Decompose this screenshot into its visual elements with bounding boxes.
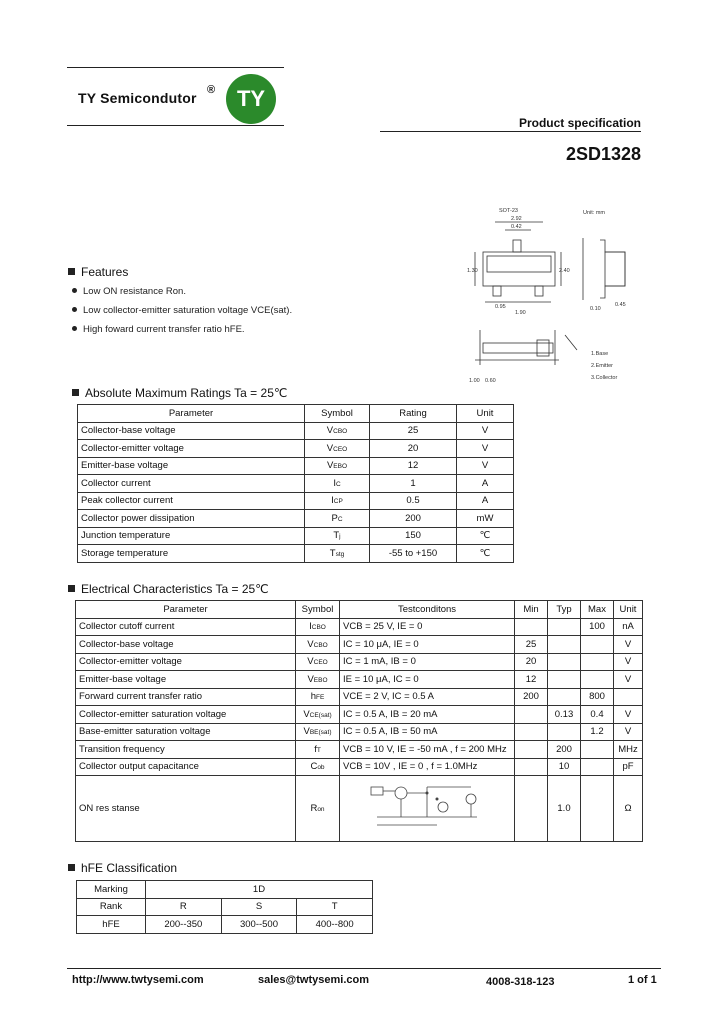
svg-text:0.10: 0.10 [590, 306, 601, 312]
test-circuit-diagram [367, 779, 487, 835]
bullet-icon [72, 288, 77, 293]
package-name: SOT-23 [499, 208, 518, 214]
bullet-icon [72, 307, 77, 312]
features-heading: Features [68, 265, 128, 279]
square-bullet-icon [68, 585, 75, 592]
footer-email-link[interactable]: sales@twtysemi.com [258, 974, 369, 986]
bullet-icon [72, 326, 77, 331]
column-header: Parameter [78, 405, 305, 423]
header-mid-rule [67, 125, 284, 126]
table-row: Storage temperature Tstg -55 to +150 ℃ [78, 545, 514, 563]
table-row: Junction temperature Tj 150 ℃ [78, 527, 514, 545]
feature-item: High foward current transfer ratio hFE. [72, 324, 245, 335]
table-header-row [76, 601, 643, 619]
svg-text:0.42: 0.42 [511, 224, 522, 230]
abs-max-table [77, 404, 514, 563]
pin-2-label: 2.Emitter [591, 363, 614, 369]
svg-text:0.95: 0.95 [495, 304, 506, 310]
package-unit: Unit: mm [583, 210, 605, 216]
footer-page-number: 1 of 1 [628, 974, 657, 986]
table-row: Forward current transfer ratio hFE VCE = 2 V, IC = 0.5 A 200 800 [76, 688, 643, 706]
column-header: Symbol [305, 405, 370, 423]
feature-item: Low ON resistance Ron. [72, 286, 186, 297]
elec-char-heading: Electrical Characteristics Ta = 25℃ [68, 582, 269, 596]
table-row: Collector-emitter voltage VCEO 20 V [78, 440, 514, 458]
table-row: Collector-base voltage VCBO 25 V [78, 422, 514, 440]
hfe-heading: hFE Classification [68, 861, 177, 875]
table-row: Collector-base voltage VCBO IC = 10 μA, IE = 0 25 V [76, 636, 643, 654]
column-header: Testconditons [340, 601, 515, 619]
column-header: Rating [370, 405, 457, 423]
registered-mark: ® [207, 84, 216, 96]
svg-text:1.00: 1.00 [469, 378, 480, 384]
svg-text:2.92: 2.92 [511, 216, 522, 222]
table-header-row [78, 405, 514, 423]
table-row: Emitter-base voltage VEBO IE = 10 μA, IC = 0 12 V [76, 671, 643, 689]
table-row: Collector-emitter voltage VCEO IC = 1 mA, IB = 0 20 V [76, 653, 643, 671]
header-top-rule [67, 67, 284, 68]
column-header: Typ [548, 601, 581, 619]
svg-text:2.40: 2.40 [559, 268, 570, 274]
footer-website-link[interactable]: http://www.twtysemi.com [72, 974, 204, 986]
brand-name: TY Semicondutor [78, 90, 197, 106]
feature-item: Low collector-emitter saturation voltage VCE(sat). [72, 305, 292, 316]
package-outline-drawing [465, 200, 645, 390]
square-bullet-icon [68, 268, 75, 275]
ty-logo: TY [226, 74, 276, 124]
pin-3-label: 3.Collector [591, 375, 618, 381]
svg-text:0.45: 0.45 [615, 302, 626, 308]
table-row: Base-emitter saturation voltage VBE(sat) IC = 0.5 A, IB = 50 mA 1.2 V [76, 723, 643, 741]
column-header: Unit [614, 601, 643, 619]
column-header: Parameter [76, 601, 296, 619]
column-header: Max [581, 601, 614, 619]
table-row: hFE 200--350 300--500 400--800 [77, 916, 373, 934]
table-row: Transition frequency fT VCB = 10 V, IE = -50 mA , f = 200 MHz 200 MHz [76, 741, 643, 759]
sot23-drawing [465, 200, 645, 390]
column-header: Min [515, 601, 548, 619]
footer-phone: 4008-318-123 [486, 976, 555, 988]
svg-text:1.90: 1.90 [515, 310, 526, 316]
svg-text:1.30: 1.30 [467, 268, 478, 274]
header-right-rule [380, 131, 641, 132]
table-row: Collector output capacitance Cob VCB = 10V , IE = 0 , f = 1.0MHz 10 pF [76, 758, 643, 776]
table-row: Collector current IC 1 A [78, 475, 514, 493]
svg-text:0.60: 0.60 [485, 378, 496, 384]
abs-max-heading: Absolute Maximum Ratings Ta = 25℃ [72, 386, 287, 400]
table-row: Marking 1D [77, 881, 373, 899]
table-row: Collector power dissipation PC 200 mW [78, 510, 514, 528]
table-row: Peak collector current ICP 0.5 A [78, 492, 514, 510]
test-circuit-cell [340, 776, 515, 842]
hfe-table [76, 880, 373, 934]
part-number: 2SD1328 [565, 144, 641, 164]
table-row: Rank R S T [77, 898, 373, 916]
square-bullet-icon [68, 864, 75, 871]
footer-rule [67, 968, 661, 969]
table-row: Emitter-base voltage VEBO 12 V [78, 457, 514, 475]
product-specification: Product specification [518, 116, 641, 130]
table-row-on-resistance: ON res stanse Ron 1.0 Ω [76, 776, 643, 842]
elec-char-table [75, 600, 643, 842]
column-header: Unit [457, 405, 514, 423]
column-header: Symbol [296, 601, 340, 619]
pin-1-label: 1.Base [591, 351, 609, 357]
table-row: Collector cutoff current ICBO VCB = 25 V, IE = 0 100 nA [76, 618, 643, 636]
table-row: Collector-emitter saturation voltage VCE(sat) IC = 0.5 A, IB = 20 mA 0.13 0.4 V [76, 706, 643, 724]
square-bullet-icon [72, 389, 79, 396]
